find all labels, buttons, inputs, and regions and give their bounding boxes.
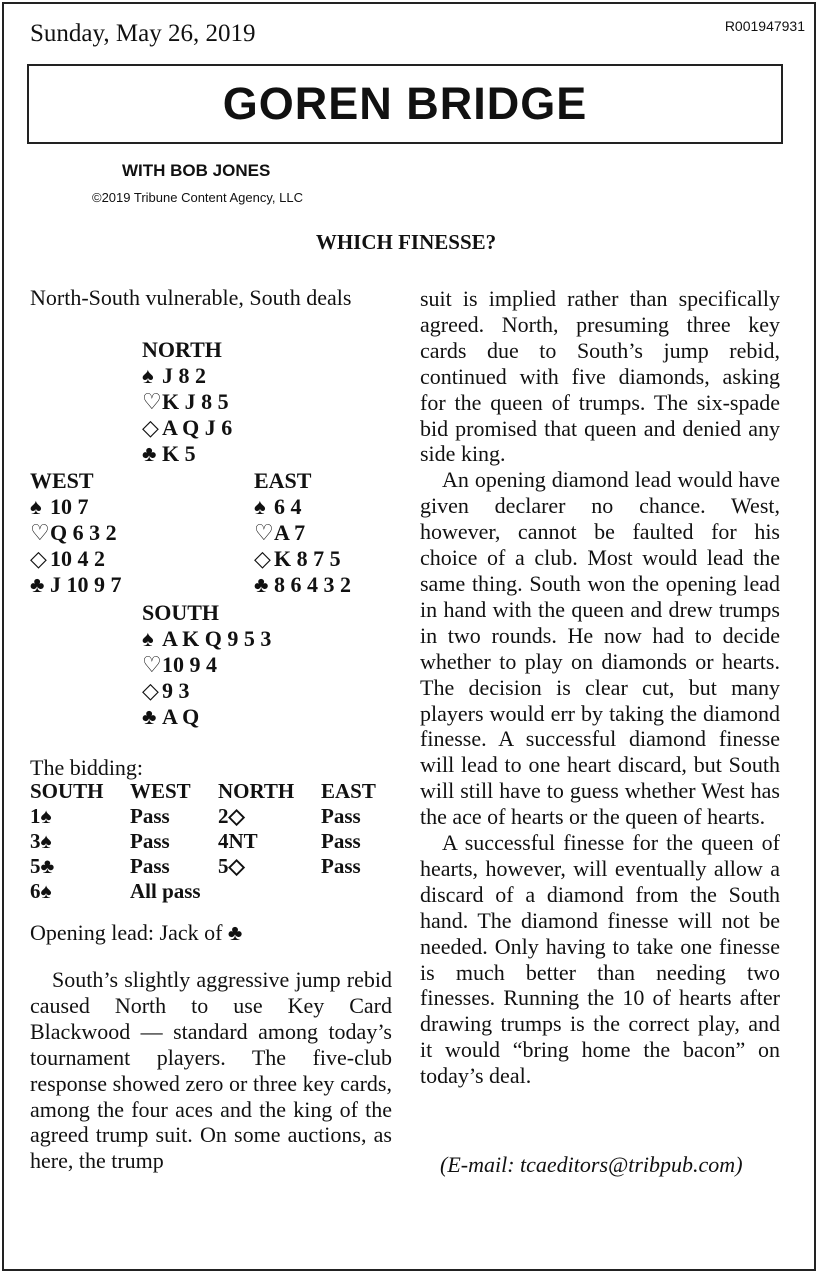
- east-hand: [254, 468, 351, 598]
- bid-header: SOUTH: [30, 779, 104, 803]
- bid-cell: Pass: [130, 804, 170, 828]
- south-spades: ♠ A K Q 9 5 3: [142, 626, 272, 651]
- west-clubs: ♣ J 10 9 7: [30, 572, 122, 597]
- south-diamonds: ◇ 9 3: [142, 678, 190, 703]
- south-label: SOUTH: [142, 600, 220, 625]
- diamond-icon: ◇: [142, 415, 159, 440]
- title-box: [27, 64, 783, 144]
- spade-icon: ♠: [30, 494, 42, 519]
- bidding-table: [30, 779, 376, 904]
- bid-cell: 5♣: [30, 854, 55, 878]
- north-hearts: ♡K J 8 5: [142, 389, 229, 414]
- east-hearts: ♡A 7: [254, 520, 306, 545]
- byline: WITH BOB JONES: [122, 161, 271, 180]
- bid-cell: Pass: [321, 854, 361, 878]
- club-icon: ♣: [142, 704, 157, 729]
- east-clubs: ♣ 8 6 4 3 2: [254, 572, 351, 597]
- body-paragraph: suit is implied rather than specifically agreed. North, presuming three key cards due to South’s jump rebid, continued with five diamonds, asking for the queen of trumps. The six-spade bid promised that queen and denied any side king.: [420, 286, 780, 467]
- body-paragraph: A successful finesse for the queen of hearts, however, will eventually allow a discard of a diamond from the South hand. The diamond finesse will not be needed. Only having to take one finesse is much better than needing two finesses. Running the 10 of hearts after drawing trumps is the correct play, and it would “bring home the bacon” on today’s deal.: [420, 830, 780, 1089]
- west-label: WEST: [30, 468, 94, 493]
- deal-intro: North-South vulnerable, South deals: [30, 285, 352, 310]
- bidding-label: The bidding:: [30, 755, 144, 780]
- bid-cell: 3♠: [30, 829, 52, 853]
- copyright: ©2019 Tribune Content Agency, LLC: [92, 190, 303, 205]
- bidding-row: [30, 879, 376, 904]
- bid-header: NORTH: [218, 779, 295, 803]
- bid-cell: All pass: [130, 879, 201, 903]
- bidding-row: [30, 854, 376, 879]
- west-hand: [30, 468, 122, 598]
- spade-icon: ♠: [142, 626, 154, 651]
- bid-cell: 2◇: [218, 804, 245, 828]
- left-column-text: [30, 967, 392, 1174]
- publication-date: Sunday, May 26, 2019: [30, 20, 256, 47]
- club-icon: ♣: [30, 572, 45, 597]
- bid-cell: 6♠: [30, 879, 52, 903]
- bid-cell: 4NT: [218, 829, 258, 853]
- west-hearts: ♡Q 6 3 2: [30, 520, 117, 545]
- bid-header: EAST: [321, 779, 376, 803]
- bid-cell: Pass: [321, 804, 361, 828]
- contact-email: (E-mail: tcaeditors@tribpub.com): [440, 1152, 743, 1177]
- north-spades: ♠ J 8 2: [142, 363, 206, 388]
- right-column-text: [420, 286, 780, 1089]
- bidding-row: [30, 804, 376, 829]
- opening-lead: Opening lead: Jack of ♣: [30, 920, 243, 945]
- bid-cell: 1♠: [30, 804, 52, 828]
- diamond-icon: ◇: [142, 678, 159, 703]
- bid-cell: [218, 879, 321, 904]
- spade-icon: ♠: [254, 494, 266, 519]
- north-diamonds: ◇ A Q J 6: [142, 415, 233, 440]
- article-headline: WHICH FINESSE?: [315, 230, 497, 254]
- east-spades: ♠ 6 4: [254, 494, 302, 519]
- heart-icon: ♡: [142, 652, 162, 677]
- bid-cell: 5◇: [218, 854, 245, 878]
- bid-cell: [321, 879, 376, 904]
- west-spades: ♠ 10 7: [30, 494, 89, 519]
- heart-icon: ♡: [142, 389, 162, 414]
- spade-icon: ♠: [142, 363, 154, 388]
- bidding-header-row: [30, 779, 376, 804]
- bidding-row: [30, 829, 376, 854]
- bid-cell: Pass: [321, 829, 361, 853]
- south-hand: [142, 600, 271, 730]
- south-clubs: ♣ A Q: [142, 704, 200, 729]
- column-title: GOREN BRIDGE: [222, 78, 588, 129]
- heart-icon: ♡: [254, 520, 274, 545]
- bid-cell: Pass: [130, 854, 170, 878]
- article-code: R001947931: [724, 18, 805, 34]
- club-icon: ♣: [254, 572, 269, 597]
- body-paragraph: An opening diamond lead would have given declarer no chance. West, however, cannot be faulted for his choice of a club. Most would lead the same thing. South won the opening lead in hand with the queen and drew trumps in two rounds. He now had to decide whether to play on diamonds or hearts. The decision is clear cut, but many players would err by taking the diamond finesse. A successful diamond finesse will lead to one heart discard, but South will still have to guess whether West has the ace of hearts or the queen of hearts.: [420, 467, 780, 830]
- north-clubs: ♣ K 5: [142, 441, 196, 466]
- bid-header: WEST: [130, 779, 191, 803]
- diamond-icon: ◇: [254, 546, 271, 571]
- north-label: NORTH: [142, 337, 222, 362]
- heart-icon: ♡: [30, 520, 50, 545]
- south-hearts: ♡10 9 4: [142, 652, 217, 677]
- diamond-icon: ◇: [30, 546, 47, 571]
- body-paragraph: South’s slightly aggressive jump rebid caused North to use Key Card Blackwood — standard among today’s tournament players. The five-club response showed zero or three key cards, among the four aces and the king of the agreed trump suit. On some auctions, as here, the trump: [30, 967, 392, 1174]
- east-label: EAST: [254, 468, 312, 493]
- bid-cell: Pass: [130, 829, 170, 853]
- north-hand: [142, 337, 232, 467]
- west-diamonds: ◇ 10 4 2: [30, 546, 105, 571]
- club-icon: ♣: [142, 441, 157, 466]
- east-diamonds: ◇ K 8 7 5: [254, 546, 341, 571]
